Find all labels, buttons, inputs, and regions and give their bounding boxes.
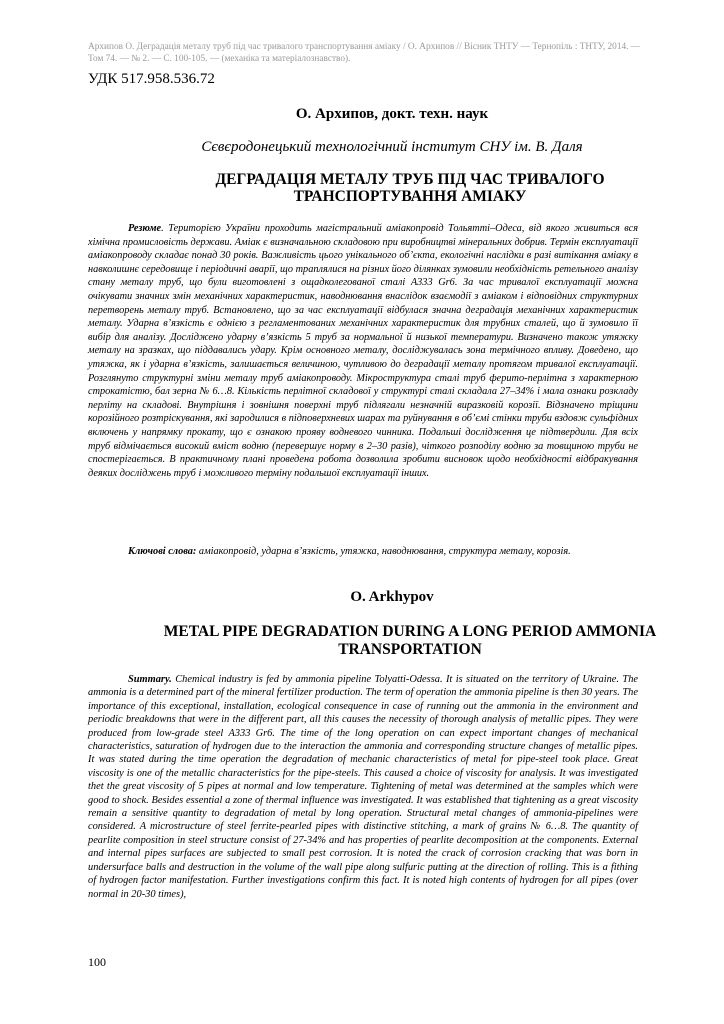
keywords-text: аміакопровід, ударна в’язкість, утяжка, наводнювання, структура металу, корозія.: [196, 546, 571, 557]
page-number: 100: [88, 955, 106, 969]
citation-header: Архипов О. Деградація металу труб під час тривалого транспортування аміаку / О. Архипов // Вісник ТНТУ — Тернопіль : ТНТУ, 2014. — Том 74. — № 2. — С. 100-105. — (механіка та матеріалознавство).: [88, 42, 641, 64]
abstract-label: Резюме: [128, 223, 162, 234]
author-uk: О. Архипов, докт. техн. наук: [295, 106, 489, 122]
institution: Сєвєродонецький технологічний інститут СНУ ім. В. Даля: [201, 139, 583, 155]
title-en: METAL PIPE DEGRADATION DURING A LONG PERIOD AMMONIA TRANSPORTATION: [163, 623, 657, 658]
title-uk: ДЕГРАДАЦІЯ МЕТАЛУ ТРУБ ПІД ЧАС ТРИВАЛОГО ТРАНСПОРТУВАННЯ АМІАКУ: [215, 171, 605, 205]
keywords-uk: [88, 545, 638, 559]
summary-en: [88, 673, 638, 901]
udc-code: УДК 517.958.536.72: [88, 71, 215, 87]
author-en: O. Arkhypov: [350, 589, 434, 605]
summary-text: Chemical industry is fed by ammonia pipeline Tolyatti-Odessa. It is situated on the territory of Ukraine. The ammonia is a determined part of the mineral fertilizer production. The term of operation the ammonia pipeline is then 30 years. The importance of this exceptional, installation, ecological consequence in case of running out the ammonia in the environment and periodic breakdowns that were in the different part, all this causes the necessity of thorough analysis of metallic pipes. They were produced from low-grade steel А333 Gr6. The time of the long operation on can expect important changes of mechanical characteristics, saturation of hydrogen due to the interaction the ammonia and corresponding structure changes of metallic pipes. It was stated during the time operation the degradation of mechanic characteristics of metal for pipe-steel took place. Great viscosity is one of the metallic characteristics for the pipe-steels. This caused a choice of viscosity for analysis. It was investigated thet the great viscosity of 5 pipes at normal and low temperature. Tightening of metal was determined at the samples which were good to shock. Besides essential a zone of thermal influence was investigated. It was established that tightening as a great viscosity remain a sensitive quantity to degradation of metal by long operation. Structural metal changes of ammonia-pipelines were considered. A microstructure of steel ferrite-pearled pipes with distinctive stitching, a mark of grains № 6…8. The quantity of pearlite composition in steel structure consist of 27-34% and has properties of pearlite decomposition at the components. External and internal pipes surfaces are subjected to small pest corrosion. It is noted the crack of corrosion cracking that was born in undersurface balls and destruction in the volume of the wall pipe along sulfuric putting at the direction of rolling. This is a fithing of hydrogen factor manifestation. Further investigations confirm this fact. It is noted high contents of hydrogen for all pipes (over normal in 20-30 times),: [88, 674, 638, 900]
summary-label: Summary.: [128, 674, 172, 685]
abstract-uk: [88, 222, 638, 480]
keywords-label: Ключові слова:: [128, 546, 197, 557]
abstract-text: . Територією України проходить магістральний аміакопровід Тольятті–Одеса, від якого живиться вся хімічна промисловість держави. Аміак є визначальною складовою при виробництві мінеральних добрив. Термін експлуатації аміакопроводу складає понад 30 років. Важливість цього унікального об’єкта, екологічні наслідки в разі витікання аміаку в навколишнє середовище і періодичні аварії, що траплялися на різних його ділянках зумовили необхідність ретельного аналізу стану металу труб, що були виготовлені з ощадколегованої сталі А333 Gr6. За час тривалої експлуатації можна очікувати значних змін механічних характеристик, наводнювання внаслідок взаємодії з аміаком і відповідних структурних перетворень металу труб. Встановлено, що за час експлуатації відбулася значна деградація механічних характеристик металу. Ударна в’язкість є однією з регламентованих механічних характеристик для трубних сталей, що й зумовило її вибір для аналізу. Досліджено ударну в’язкість 5 труб за нормальної й низької температури. Визначено також утяжку металу на зразках, що піддавались удару. Крім основного металу, досліджувалась зона термічного впливу. Доведено, що утяжка, як і ударна в’язкість, залишається величиною, чутливою до деградації металу протягом тривалої експлуатації. Розглянуто структурні зміни металу труб аміакопроводу. Мікроструктура сталі труб ферито-перлітна з характерною строкатістю, бал зерна № 6…8. Кількість перлітної складової у структурі сталі складала 27–34% і мала ознаки розкладу перліту на складові. Внутрішня і зовнішня поверхні труб підлягали незначній виразковій корозії. Відзначено тріщини корозійного розтріскування, які зародилися в підповерхневих шарах та руйнування в об’ємі стінки труби вздовж сульфідних включень у напрямку прокату, що є ознакою прояву водневого чинника. Подальші дослідження це підтвердили. Для всіх труб відмічається високий вміст водню (перевершує норму в 2–30 разів), чіткого розподілу водню за товщиною труби не спостерігається. В практичному плані проведена робота дозволила зробити висновок щодо необхідності відбракування деяких досліджень труб і можливого терміну подальшої експлуатації інших.: [88, 223, 638, 479]
